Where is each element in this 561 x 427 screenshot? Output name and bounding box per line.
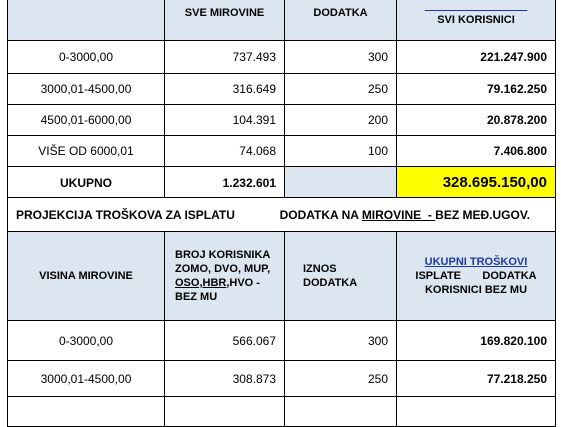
header-visina-mirovine: VISINA MIROVINE (8, 232, 165, 321)
count-cell: 737.493 (165, 41, 285, 74)
title-right-a: DODATKA NA (279, 207, 362, 222)
range-cell: 0-3000,00 (8, 41, 165, 74)
header-broj-korisnika-c: ,HVO - BEZ MU (175, 277, 260, 303)
header-broj-korisnika (165, 232, 285, 321)
header-broj-korisnika-a: BROJ KORISNIKA ZOMO, DVO, MUP, (175, 249, 271, 275)
header-ukupni-troskovi (405, 0, 547, 13)
table-row (8, 105, 556, 136)
amount-cell: 250 (285, 74, 397, 105)
table-row (8, 361, 556, 397)
empty-cell (8, 397, 165, 427)
count-cell: 104.391 (165, 105, 285, 136)
total-cell: 221.247.900 (397, 41, 556, 74)
amount-cell: 100 (285, 136, 397, 167)
grand-total: 328.695.150,00 (397, 167, 556, 199)
pension-summary-table (7, 0, 556, 199)
range-cell: 0-3000,00 (8, 321, 165, 361)
count-cell: 316.649 (165, 74, 285, 105)
empty-cell (285, 397, 397, 427)
total-row (8, 167, 556, 199)
range-cell: 3000,01-4500,00 (8, 361, 165, 397)
header-visina (8, 0, 165, 41)
title-right-d: BEZ MEĐ.UGOV. (435, 207, 531, 222)
empty-cell (397, 397, 556, 427)
table-row (8, 321, 556, 361)
title-left: PROJEKCIJA TROŠKOVA ZA ISPLATU (16, 207, 235, 222)
count-cell: 566.067 (165, 321, 285, 361)
total-label: UKUPNO (8, 167, 165, 199)
empty-cell (165, 397, 285, 427)
amount-cell: 300 (285, 41, 397, 74)
table-row (8, 74, 556, 105)
projection-table (7, 197, 556, 427)
range-cell: VIŠE OD 6000,01 (8, 136, 165, 167)
title-dash: - (421, 207, 436, 222)
header-iznos-dodatka: IZNOS DODATKA (285, 232, 397, 321)
total-cell: 79.162.250 (397, 74, 556, 105)
total-count: 1.232.601 (165, 167, 285, 199)
table-header-row (8, 232, 556, 321)
header-svi-korisnici (397, 0, 556, 41)
header-korisnici-bez-mu: KORISNICI BEZ MU (424, 284, 528, 296)
amount-cell: 300 (285, 321, 397, 361)
table-row (8, 136, 556, 167)
table-row (8, 41, 556, 74)
amount-cell: 200 (285, 105, 397, 136)
table-row-partial (8, 397, 556, 427)
total-cell: 7.406.800 (397, 136, 556, 167)
empty-cell (285, 167, 397, 199)
amount-cell: 250 (285, 361, 397, 397)
header-ukupni-troskovi (397, 232, 556, 321)
header-sve-mirovine: SVE MIROVINE (165, 0, 285, 41)
total-cell: 77.218.250 (397, 361, 556, 397)
header-svi-korisnici-label: SVI KORISNICI (437, 13, 515, 26)
range-cell: 4500,01-6000,00 (8, 105, 165, 136)
header-ukupni-troskovi-label: UKUPNI TROŠKOVI (424, 256, 528, 268)
count-cell: 74.068 (165, 136, 285, 167)
total-cell: 20.878.200 (397, 105, 556, 136)
table-title (8, 198, 556, 232)
table-title-row (8, 198, 556, 232)
table-header-row (8, 0, 556, 41)
range-cell: 3000,01-4500,00 (8, 74, 165, 105)
count-cell: 308.873 (165, 361, 285, 397)
title-mirovine: MIROVINE (361, 207, 422, 222)
header-isplate-dodatka: ISPLATE DODATKA (415, 270, 537, 282)
header-oso-hbr: OSO,HBR (175, 277, 227, 289)
total-cell: 169.820.100 (397, 321, 556, 361)
header-dodatka: DODATKA (285, 0, 397, 41)
